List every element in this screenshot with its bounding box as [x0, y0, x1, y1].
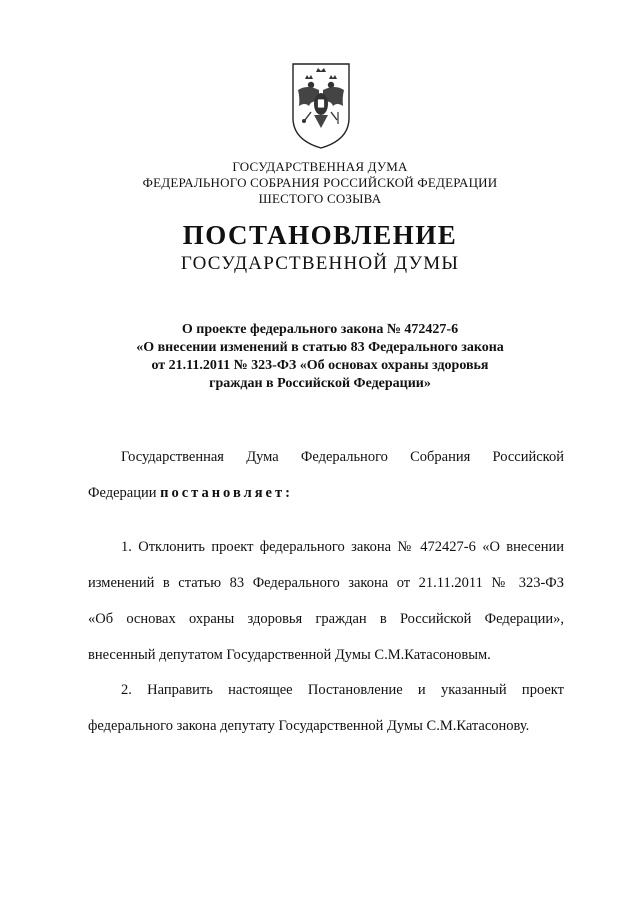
- item-1-line-4: внесенный депутатом Государственной Думы С.М.Катасоновым.: [88, 647, 491, 663]
- subject-line-3: от 21.11.2011 № 323-ФЗ «Об основах охраны здоровья: [151, 358, 489, 373]
- header-line-chamber: ГОСУДАРСТВЕННАЯ ДУМА: [232, 159, 408, 174]
- preamble-subject: Федерации: [88, 485, 157, 501]
- header-line-convocation: ШЕСТОГО СОЗЫВА: [258, 191, 382, 206]
- item-1-line-1: 1. Отклонить проект федерального закона № 472427-6 «О внесении: [121, 539, 564, 555]
- document-type-title: ПОСТАНОВЛЕНИЕ: [182, 220, 458, 250]
- preamble-line-2: [88, 484, 564, 502]
- item-1-line-2: изменений в статью 83 Федерального закона от 21.11.2011 № 323-ФЗ: [88, 575, 564, 591]
- coat-of-arms-emblem: [289, 60, 353, 150]
- item-1-line-3: «Об основах охраны здоровья граждан в Российской Федерации»,: [88, 611, 564, 627]
- subject-line-4: граждан в Российской Федерации»: [209, 376, 431, 391]
- preamble-verb: постановляет:: [160, 485, 293, 501]
- preamble-line-1: Государственная Дума Федерального Собрания Российской: [121, 449, 564, 465]
- document-issuer-title: ГОСУДАРСТВЕННОЙ ДУМЫ: [180, 253, 460, 274]
- header-line-assembly: ФЕДЕРАЛЬНОГО СОБРАНИЯ РОССИЙСКОЙ ФЕДЕРАЦИИ: [142, 175, 498, 190]
- item-2-line-1: 2. Направить настоящее Постановление и указанный проект: [121, 682, 564, 698]
- subject-line-1: О проекте федерального закона № 472427-6: [181, 322, 459, 337]
- subject-line-2: «О внесении изменений в статью 83 Федерального закона: [136, 340, 504, 355]
- russian-coat-of-arms-icon: [289, 60, 353, 150]
- item-2-line-2: федерального закона депутату Государственной Думы С.М.Катасонову.: [88, 718, 530, 734]
